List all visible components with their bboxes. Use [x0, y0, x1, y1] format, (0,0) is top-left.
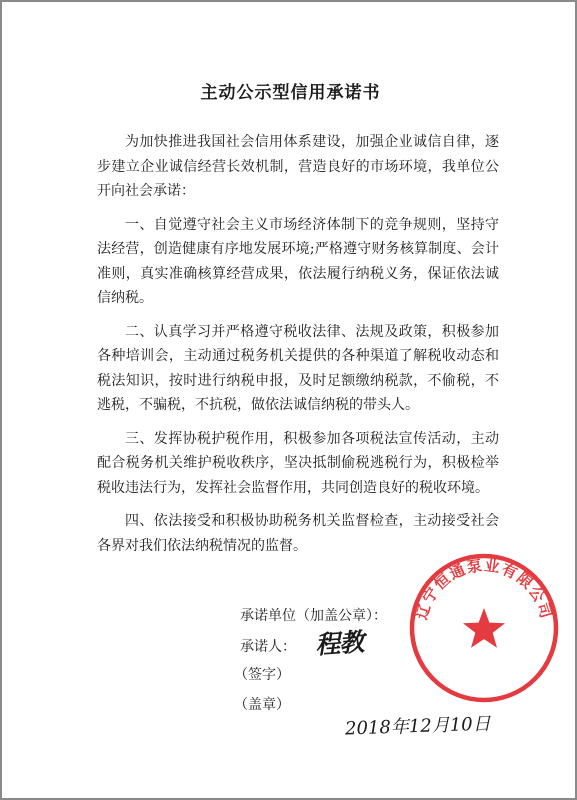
- paragraph-4: 四、依法接受和积极协助税务机关监督检查，主动接受社会各界对我们依法纳税情况的监督。: [97, 513, 499, 554]
- paragraph-3: 三、发挥协税护税作用，积极参加各项税法宣传活动，主动配合税务机关维护税收秩序，坚决抵制偷税逃税行为，积极检举税收违法行为，发挥社会监督作用，共同创造良好的税收环境。: [97, 430, 499, 496]
- document-title: 主动公示型信用承诺书: [200, 83, 381, 103]
- signature-person-label: 承诺人：: [240, 639, 296, 655]
- signature-unit-label: 承诺单位（加盖公章）：: [240, 608, 387, 624]
- document-body: [97, 130, 499, 567]
- handwritten-signature: 程教: [314, 627, 365, 660]
- signature-sign-label: （签字）: [234, 667, 290, 683]
- handwritten-date: 2018年12月10日: [344, 713, 491, 740]
- seal-text: 辽宁恒通泵业有限公司: [412, 556, 556, 622]
- paragraph-2: 二、认真学习并严格遵守税收法律、法规及政策，积极参加各种培训会，主动通过税务机关提供的各种渠道了解税收动态和税法知识，按时进行纳税申报，及时足额缴纳税款，不偷税，不逃税，不骗税，不抗税，做依法诚信纳税的带头人。: [97, 323, 499, 413]
- paragraph-intro: 为加快推进我国社会信用体系建设，加强企业诚信自律，逐步建立企业诚信经营长效机制，营造良好的市场环境，我单位公开向社会承诺：: [97, 134, 499, 199]
- company-seal-stamp: [406, 550, 562, 706]
- signature-seal-label: （盖章）: [234, 697, 290, 713]
- seal-star-icon: [463, 608, 505, 648]
- paragraph-1: 一、自觉遵守社会主义市场经济体制下的竞争规则，坚持守法经营，创造健康有序地发展环境;严格遵守财务核算制度、会计准则，真实准确核算经营成果，依法履行纳税义务，保证依法诚信纳税。: [97, 216, 499, 306]
